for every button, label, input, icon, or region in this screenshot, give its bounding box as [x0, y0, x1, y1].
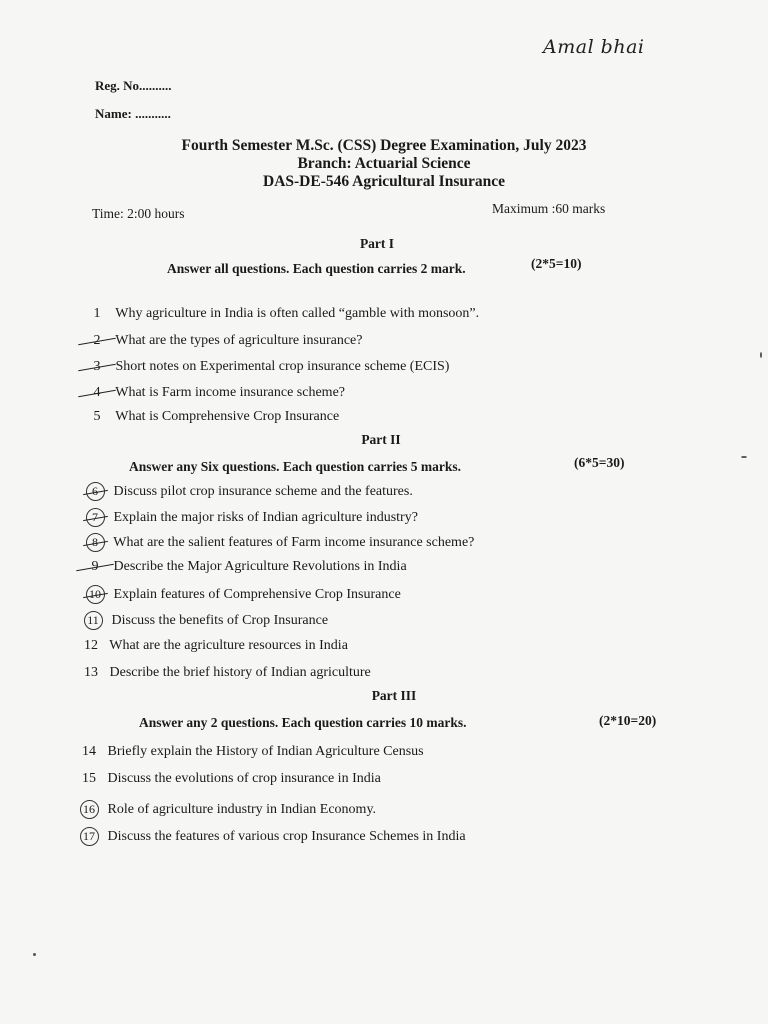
question-number-circled: 7 [86, 508, 105, 527]
part-1-marks: (2*5=10) [531, 256, 582, 271]
question-text: Explain features of Comprehensive Crop Insurance [113, 587, 401, 602]
question-number-struck: 9 [80, 559, 110, 575]
part-3-title: Part III [371, 688, 417, 703]
question-number-circled: 11 [84, 611, 103, 630]
question-number-struck: 2 [82, 333, 112, 349]
question-2 [82, 333, 362, 349]
scan-speck [741, 456, 747, 458]
exam-max-marks: Maximum :60 marks [492, 201, 606, 216]
question-text: Explain the major risks of Indian agriculture industry? [113, 510, 418, 525]
question-text: Discuss the features of various crop Insurance Schemes in India [107, 829, 466, 844]
question-number-circled: 17 [80, 827, 99, 846]
question-1 [82, 306, 479, 322]
question-text: Discuss the evolutions of crop insurance in India [107, 771, 381, 786]
exam-branch: Branch: Actuarial Science [297, 155, 471, 172]
question-number: 13 [84, 665, 98, 680]
question-9 [80, 559, 407, 575]
part-2-title: Part II [361, 432, 401, 447]
question-14 [74, 744, 424, 760]
name-field: Name: ........... [95, 106, 171, 121]
part-1-instruction: Answer all questions. Each question carries 2 mark. [167, 261, 466, 276]
reg-no-field: Reg. No.......... [95, 78, 172, 93]
part-1-title: Part I [359, 236, 395, 251]
question-15 [74, 771, 381, 787]
question-text: Describe the brief history of Indian agriculture [109, 665, 371, 680]
question-text: Describe the Major Agriculture Revolutions in India [113, 559, 407, 574]
question-number-circled: 6 [86, 482, 105, 501]
question-13 [76, 665, 371, 681]
question-number: 5 [93, 409, 101, 424]
part-3-marks: (2*10=20) [599, 713, 657, 728]
question-number-circled: 10 [86, 585, 105, 604]
question-number: 12 [84, 638, 98, 653]
question-text: What are the types of agriculture insurance? [115, 333, 363, 348]
question-text: What are the agriculture resources in India [109, 638, 348, 653]
question-3 [82, 359, 449, 375]
scan-speck [33, 953, 36, 956]
question-number: 15 [82, 771, 96, 786]
exam-title: Fourth Semester M.Sc. (CSS) Degree Examination, July 2023 [181, 137, 587, 154]
question-text: What is Farm income insurance scheme? [115, 385, 345, 400]
handwritten-signature: Amal bhai [543, 36, 645, 58]
question-number: 1 [93, 306, 101, 321]
exam-course: DAS-DE-546 Agricultural Insurance [263, 173, 505, 190]
question-11 [78, 611, 328, 630]
question-text: Discuss the benefits of Crop Insurance [111, 613, 329, 628]
part-3-instruction: Answer any 2 questions. Each question carries 10 marks. [139, 715, 467, 730]
question-12 [76, 638, 348, 654]
question-text: Discuss pilot crop insurance scheme and the features. [113, 484, 413, 499]
question-text: Why agriculture in India is often called “gamble with monsoon”. [115, 306, 480, 321]
question-text: Short notes on Experimental crop insurance scheme (ECIS) [115, 359, 450, 374]
question-text: Briefly explain the History of Indian Agriculture Census [107, 744, 424, 759]
question-5 [82, 409, 339, 425]
part-2-marks: (6*5=30) [574, 455, 625, 470]
question-4 [82, 385, 345, 401]
question-number: 14 [82, 744, 96, 759]
question-17 [74, 827, 466, 846]
question-text: Role of agriculture industry in Indian Economy. [107, 802, 377, 817]
exam-time: Time: 2:00 hours [92, 206, 185, 221]
question-number-struck: 3 [82, 359, 112, 375]
question-6 [80, 482, 413, 501]
question-10 [80, 585, 401, 604]
question-number-circled: 16 [80, 800, 99, 819]
question-text: What are the salient features of Farm income insurance scheme? [113, 535, 475, 550]
scan-speck [760, 352, 762, 358]
question-number-circled: 8 [86, 533, 105, 552]
question-text: What is Comprehensive Crop Insurance [115, 409, 340, 424]
question-number-struck: 4 [82, 385, 112, 401]
question-16 [74, 800, 376, 819]
part-2-instruction: Answer any Six questions. Each question carries 5 marks. [129, 459, 462, 474]
question-7 [80, 508, 418, 527]
question-8 [80, 533, 474, 552]
